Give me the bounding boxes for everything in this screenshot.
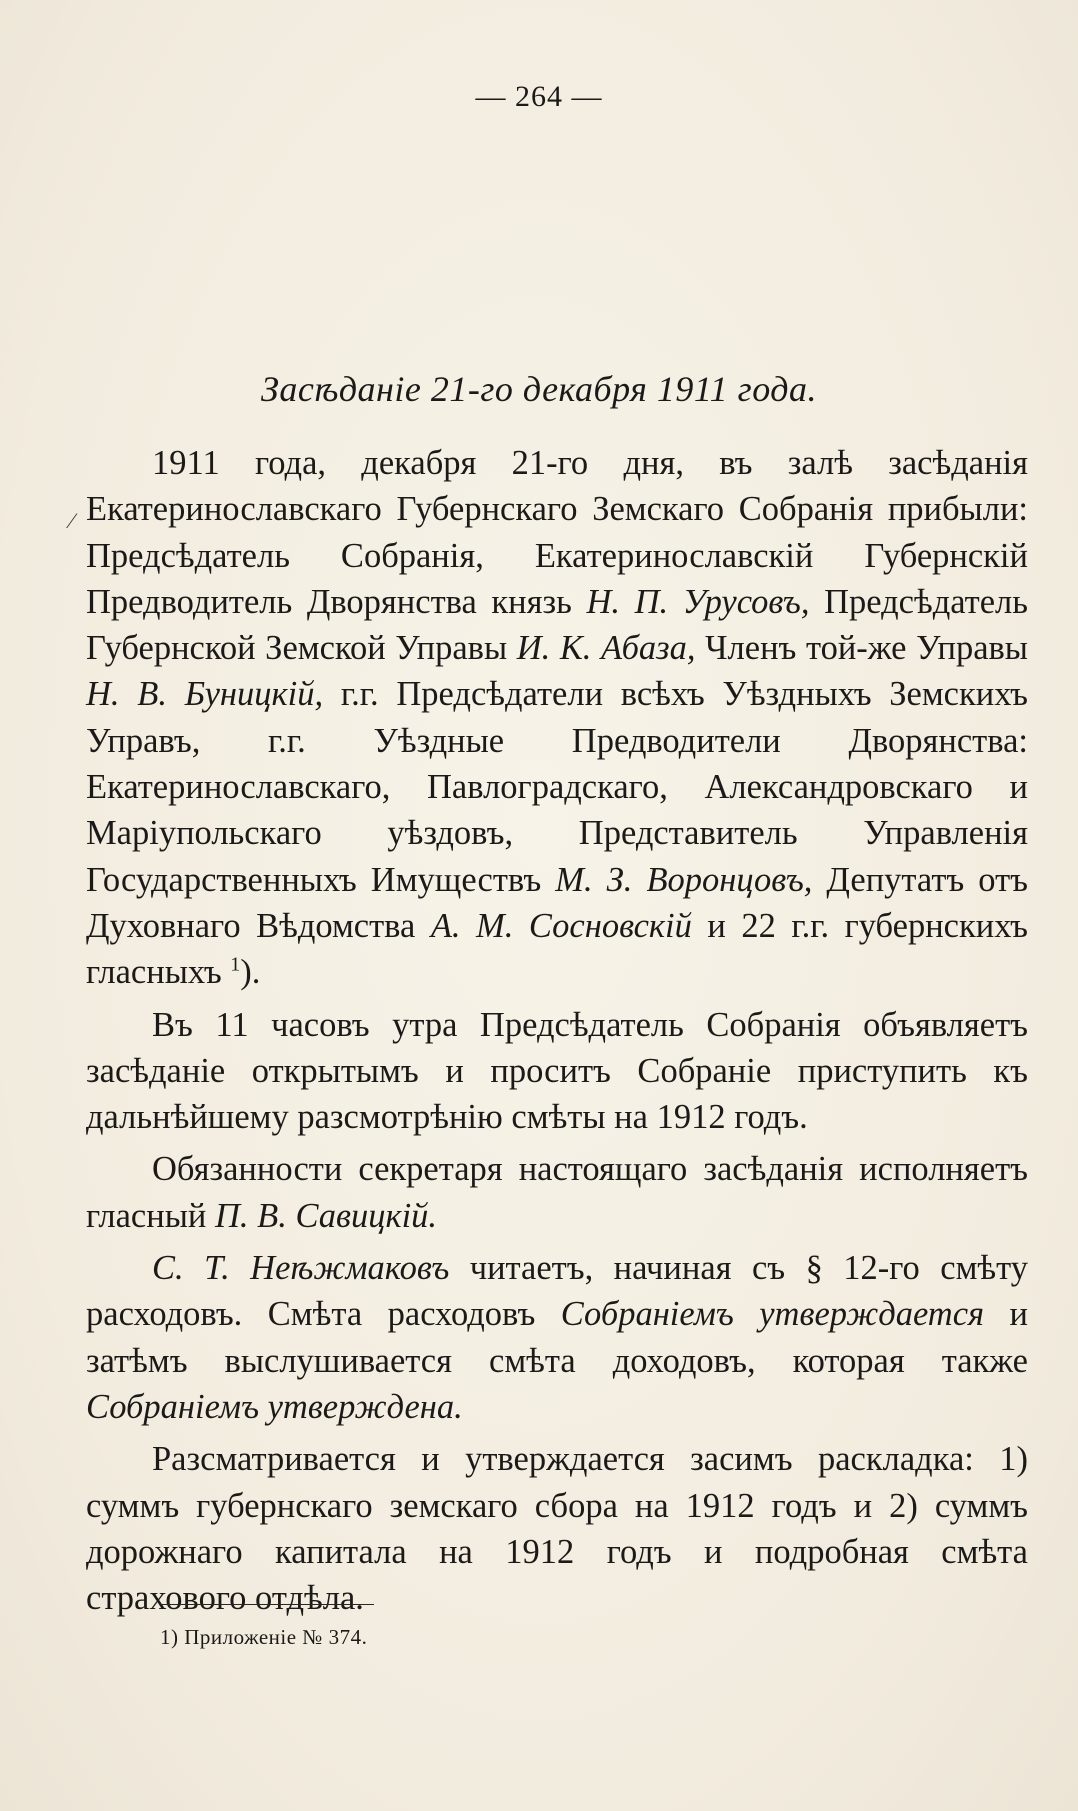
body-text (86, 440, 1028, 1621)
name-nezhmakov: С. Т. Неѣжмаковъ (152, 1249, 450, 1288)
footnote-rule (160, 1604, 374, 1605)
name-urusov: Н. П. Урусовъ, (586, 582, 810, 621)
name-voroncov: М. З. Воронцовъ, (555, 860, 813, 899)
text-run: и затѣмъ выслушивается смѣта доходовъ, которая также (86, 1295, 1028, 1380)
text-run: Членъ той-же Управы (695, 629, 1028, 668)
approved-phrase-2: Собраніемъ утверждена. (86, 1387, 463, 1426)
paragraph-allocation: Разсматривается и утверждается засимъ раскладка: 1) суммъ губернскаго земскаго сбора на 1912 годъ и 2) суммъ дорожнаго капитала на 1912 годъ и подробная смѣта страхового отдѣла. (86, 1440, 1028, 1618)
footnote-ref: 1 (230, 953, 241, 976)
text-run: читаетъ, начиная съ § 12-го смѣту расходовъ. Смѣта расходовъ (86, 1249, 1029, 1334)
name-sosnovskiy: А. М. Сосновскій (430, 906, 692, 945)
text-run: ). (240, 953, 261, 992)
margin-mark: ⁄ (70, 508, 74, 533)
session-heading: Засѣданіе 21-го декабря 1911 года. (261, 369, 817, 409)
text-run: г.г. Предсѣдатели всѣхъ Уѣздныхъ Земскихъ Управъ, г.г. Уѣздные Предводители Дворянства: Екатеринославскаго, Павлоградскаго, Александровскаго и Маріупольскаго уѣздовъ, Представитель Управленія Государственныхъ Имуществъ (86, 675, 1028, 899)
paragraph-attendance (86, 440, 1028, 996)
name-abaza: И. К. Абаза, (516, 629, 696, 668)
paragraph-estimate (86, 1245, 1028, 1430)
paragraph-opening: Въ 11 часовъ утра Предсѣдатель Собранія объявляетъ засѣданіе открытымъ и проситъ Собраніе приступить къ дальнѣйшему разсмотрѣнію смѣты на 1912 годъ. (86, 1005, 1028, 1137)
text-run: Предсѣдатель Губернской Земской Управы (86, 582, 1029, 668)
approved-phrase-1: Собраніемъ утверждается (560, 1295, 985, 1334)
text-run: Депутатъ отъ Духовнаго Вѣдомства (86, 860, 1029, 945)
name-savickiy: П. В. Савицкій. (214, 1196, 438, 1235)
text-run: и 22 г.г. губернскихъ гласныхъ (86, 906, 1028, 992)
page-number: — 264 — (475, 80, 603, 113)
paragraph-secretary (86, 1146, 1028, 1239)
footnote: 1) Приложеніе № 374. (160, 1625, 368, 1649)
text-run: 1911 года, декабря 21-го дня, въ залѣ засѣданія Екатеринославскаго Губернскаго Земскаго Собранія прибыли: Предсѣдатель Собранія, Екатеринославскій Губернскій Предводитель Дворянства князь (86, 444, 1028, 621)
text-run: Обязанности секретаря настоящаго засѣданія исполняетъ гласный (86, 1150, 1028, 1235)
name-bunickiy: Н. В. Буницкій, (86, 675, 324, 714)
